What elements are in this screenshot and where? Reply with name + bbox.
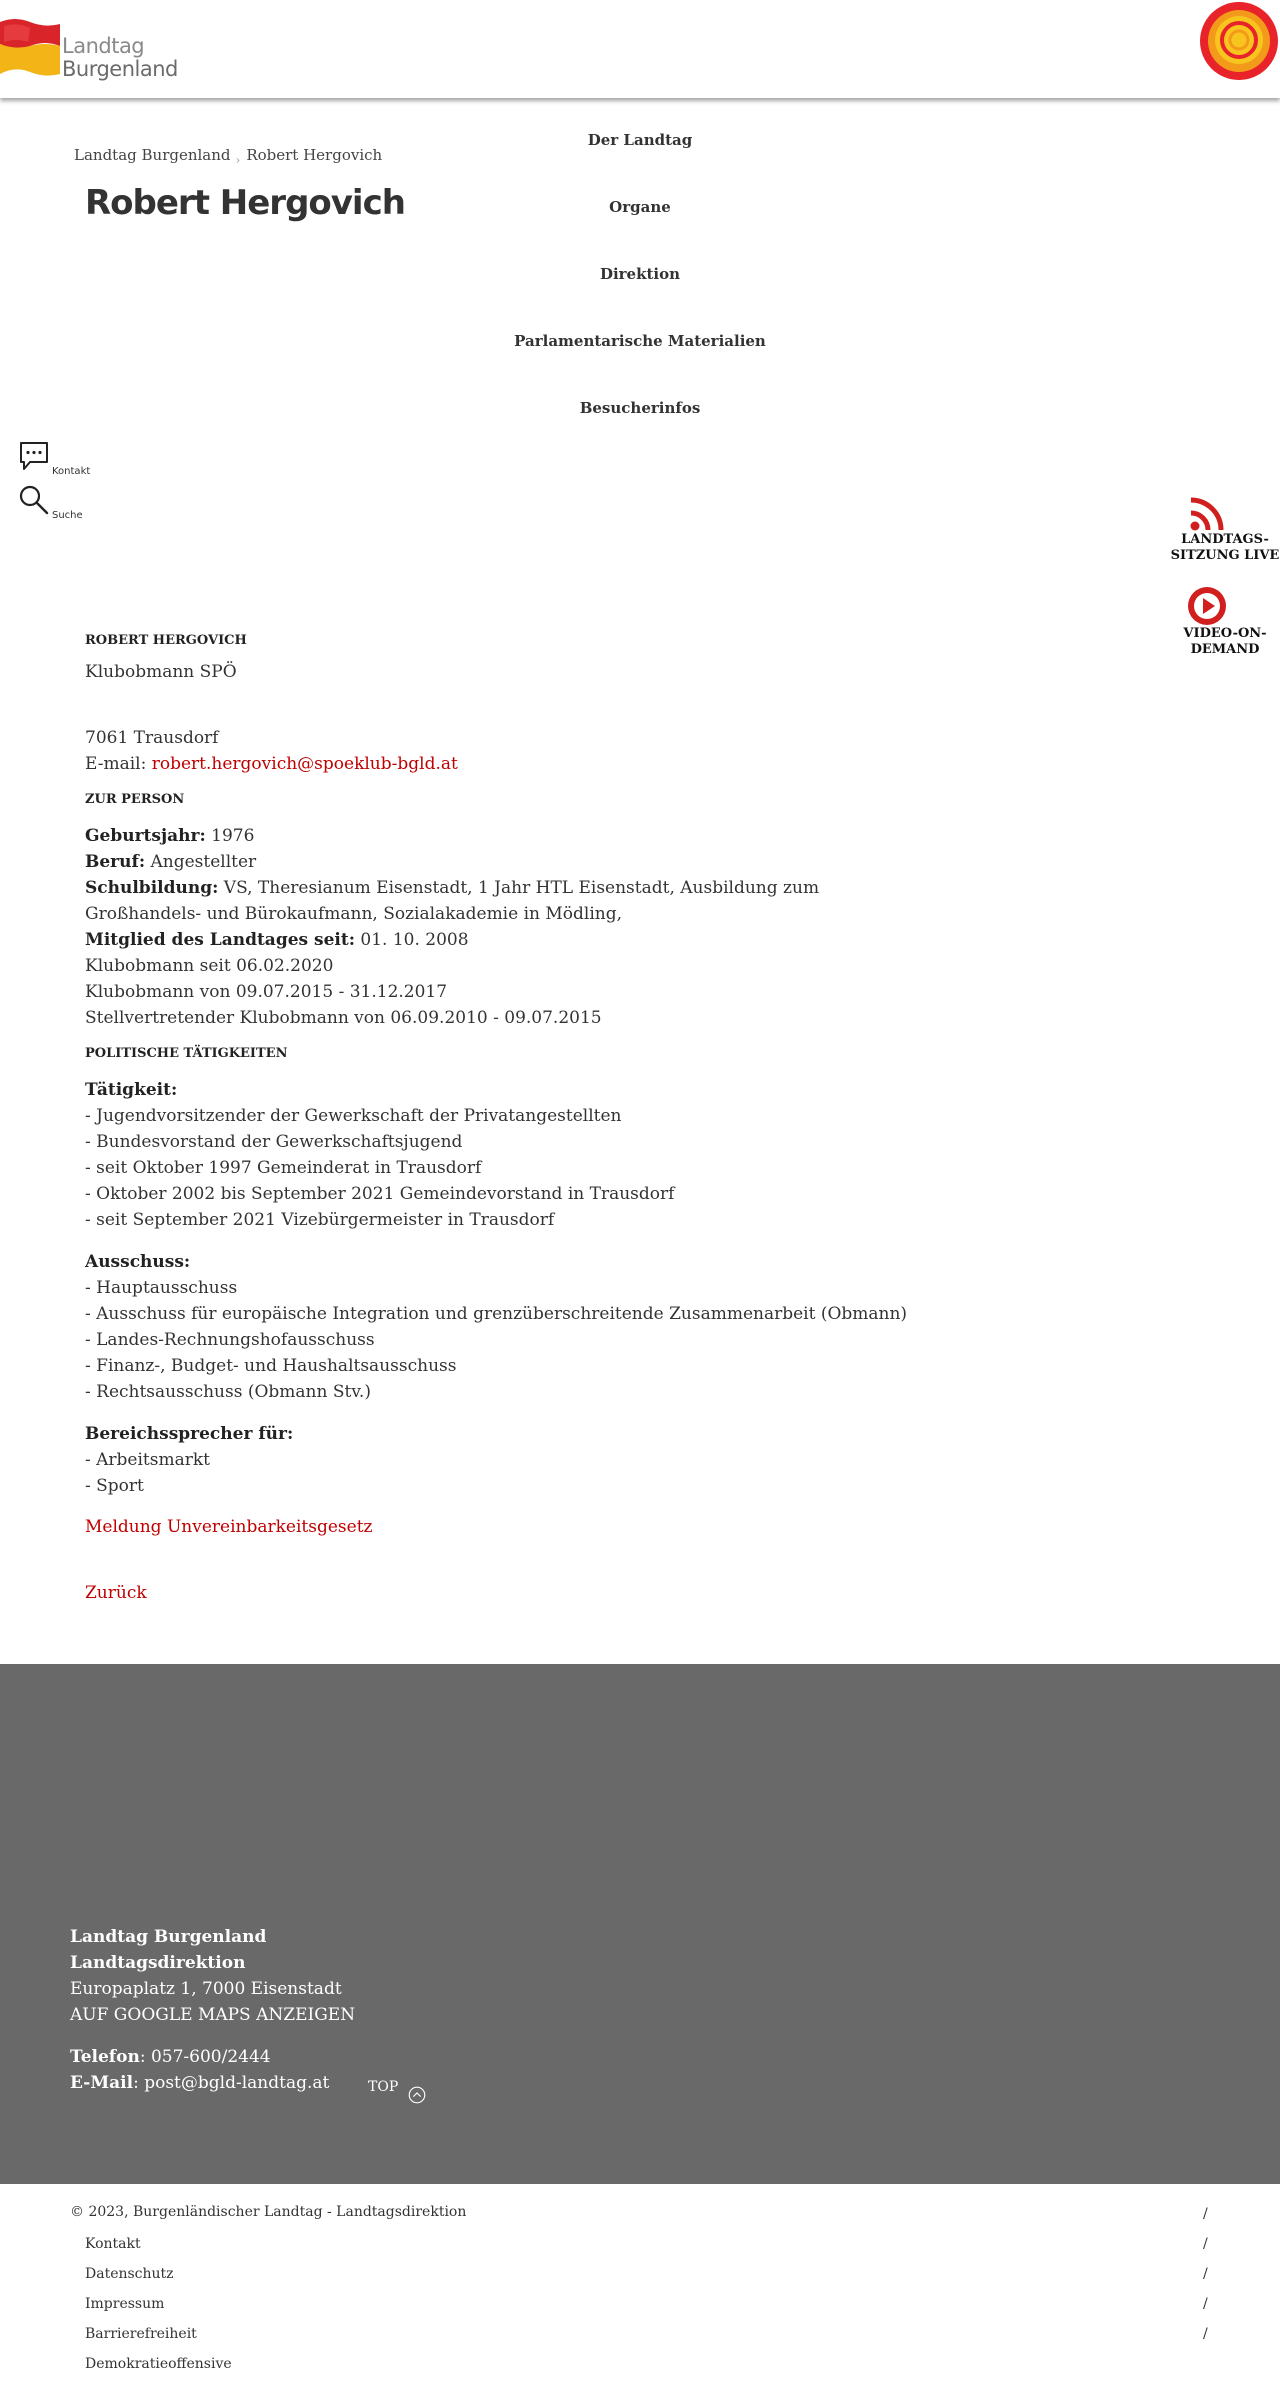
footer-org1: Landtag Burgenland bbox=[70, 1927, 267, 1947]
email-colon: : bbox=[133, 2073, 145, 2093]
person-heading: ZUR PERSON bbox=[85, 792, 185, 807]
spokes-label-text: Bereichssprecher für: bbox=[85, 1424, 294, 1444]
birth-label: Geburtsjahr: bbox=[85, 826, 206, 846]
activity-item: - seit Oktober 1997 Gemeinderat in Trausdorf bbox=[85, 1158, 482, 1178]
school-label: Schulbildung: bbox=[85, 878, 219, 898]
bottom-link-demokratieoffensive[interactable]: Demokratieoffensive bbox=[85, 2356, 232, 2372]
history-item: Klubobmann von 09.07.2015 - 31.12.2017 bbox=[85, 982, 448, 1002]
job-label: Beruf: bbox=[85, 852, 146, 872]
search-label: Suche bbox=[52, 510, 83, 521]
activity-item: - Jugendvorsitzender der Gewerkschaft der Privatangestellten bbox=[85, 1106, 622, 1126]
activity-item: - Oktober 2002 bis September 2021 Gemeindevorstand in Trausdorf bbox=[85, 1184, 675, 1204]
footer-email-link[interactable]: post@bgld-landtag.at bbox=[144, 2073, 330, 2093]
chevron-up-icon[interactable] bbox=[408, 2086, 426, 2104]
spokes-item: - Sport bbox=[85, 1476, 144, 1496]
activity-label bbox=[85, 1077, 1085, 1103]
page-title: Robert Hergovich bbox=[85, 183, 405, 223]
vod-label-1: VIDEO-ON- bbox=[1183, 626, 1267, 641]
vod-label-2: DEMAND bbox=[1190, 642, 1260, 657]
member-label: Mitglied des Landtages seit: bbox=[85, 930, 355, 950]
live-label-2: SITZUNG LIVE bbox=[1170, 548, 1280, 563]
contact-label: Kontakt bbox=[52, 466, 91, 477]
video-on-demand-button[interactable] bbox=[1170, 586, 1280, 658]
breadcrumb bbox=[74, 146, 383, 167]
play-icon bbox=[1187, 586, 1227, 626]
back-link[interactable]: Zurück bbox=[85, 1583, 147, 1603]
nav-item-direktion[interactable]: Direktion bbox=[599, 265, 681, 283]
separator: / bbox=[1203, 2206, 1208, 2222]
chevron-right-icon: › bbox=[235, 153, 241, 167]
school-value: VS, Theresianum Eisenstadt, 1 Jahr HTL Eisenstadt, Ausbildung zum bbox=[218, 878, 820, 898]
nav-item-organe[interactable]: Organe bbox=[609, 198, 671, 216]
separator: / bbox=[1203, 2296, 1208, 2312]
rss-icon bbox=[1187, 494, 1227, 534]
logo-line1: Landtag bbox=[62, 34, 145, 58]
site-footer bbox=[0, 1664, 1280, 2184]
spokes-item: - Arbeitsmarkt bbox=[85, 1450, 211, 1470]
separator: / bbox=[1203, 2326, 1208, 2342]
activity-item: - Bundesvorstand der Gewerkschaftsjugend bbox=[85, 1132, 463, 1152]
footer-contact bbox=[70, 1924, 355, 2096]
profile-address: 7061 Trausdorf bbox=[85, 728, 219, 748]
phone-colon: : bbox=[139, 2047, 151, 2067]
breadcrumb-home[interactable]: Landtag Burgenland bbox=[74, 146, 231, 164]
nav-item-der-landtag[interactable]: Der Landtag bbox=[587, 131, 693, 149]
email-label: E-mail: bbox=[85, 754, 152, 774]
political-heading: POLITISCHE TÄTIGKEITEN bbox=[85, 1046, 288, 1061]
live-label-1: LANDTAGS- bbox=[1181, 532, 1269, 547]
main-nav bbox=[440, 118, 840, 453]
bottom-links bbox=[85, 2234, 232, 2384]
emblem-icon bbox=[1198, 0, 1280, 82]
history-item: Klubobmann seit 06.02.2020 bbox=[85, 956, 334, 976]
link-separators bbox=[1203, 2204, 1208, 2354]
education bbox=[85, 875, 1085, 901]
live-session-button[interactable] bbox=[1170, 494, 1280, 564]
committee-item: - Landes-Rechnungshofausschuss bbox=[85, 1330, 375, 1350]
nav-item-besucherinfos[interactable]: Besucherinfos bbox=[579, 399, 701, 417]
profile-content bbox=[85, 628, 1085, 1606]
site-header bbox=[0, 0, 1280, 98]
site-logo[interactable] bbox=[0, 14, 190, 84]
contact-button[interactable] bbox=[18, 440, 91, 477]
back-to-top-button[interactable] bbox=[368, 2074, 398, 2100]
job-value: Angestellter bbox=[145, 852, 257, 872]
chat-bubble-icon bbox=[18, 440, 50, 472]
committee-item: - Hauptausschuss bbox=[85, 1278, 238, 1298]
footer-address: Europaplatz 1, 7000 Eisenstadt bbox=[70, 1979, 342, 1999]
education-cont: Großhandels- und Bürokaufmann, Sozialakademie in Mödling, bbox=[85, 904, 623, 924]
member-since bbox=[85, 927, 1085, 953]
member-value: 01. 10. 2008 bbox=[355, 930, 469, 950]
top-label: TOP bbox=[368, 2079, 399, 2095]
search-button[interactable] bbox=[18, 484, 83, 521]
bottom-link-datenschutz[interactable]: Datenschutz bbox=[85, 2266, 174, 2282]
history-item: Stellvertretender Klubobmann von 06.09.2010 - 09.07.2015 bbox=[85, 1008, 602, 1028]
google-maps-link[interactable]: AUF GOOGLE MAPS ANZEIGEN bbox=[70, 2005, 356, 2025]
profile-name-heading: ROBERT HERGOVICH bbox=[85, 633, 247, 648]
activity-label-text: Tätigkeit: bbox=[85, 1080, 178, 1100]
committee-item: - Rechtsausschuss (Obmann Stv.) bbox=[85, 1382, 371, 1402]
phone-link[interactable]: 057-600/2444 bbox=[150, 2047, 271, 2067]
breadcrumb-current: Robert Hergovich bbox=[246, 146, 383, 164]
committee-item: - Ausschuss für europäische Integration und grenzüberschreitende Zusammenarbeit (Obmann) bbox=[85, 1304, 908, 1324]
spokes-label bbox=[85, 1421, 1085, 1447]
bottom-link-impressum[interactable]: Impressum bbox=[85, 2296, 165, 2312]
flag-icon bbox=[0, 16, 60, 78]
bottom-link-barrierefreiheit[interactable]: Barrierefreiheit bbox=[85, 2326, 197, 2342]
disclosure-link[interactable]: Meldung Unvereinbarkeitsgesetz bbox=[85, 1517, 373, 1537]
profile-email-line bbox=[85, 751, 1085, 777]
bottom-bar bbox=[0, 2184, 1280, 2395]
separator: / bbox=[1203, 2236, 1208, 2252]
bottom-link-kontakt[interactable]: Kontakt bbox=[85, 2236, 141, 2252]
separator: / bbox=[1203, 2266, 1208, 2282]
phone-label: Telefon bbox=[70, 2047, 140, 2067]
profile-role: Klubobmann SPÖ bbox=[85, 662, 237, 682]
copyright: © 2023, Burgenländischer Landtag - Landtagsdirektion bbox=[70, 2204, 467, 2220]
activity-item: - seit September 2021 Vizebürgermeister in Trausdorf bbox=[85, 1210, 555, 1230]
footer-org2: Landtagsdirektion bbox=[70, 1953, 246, 1973]
birth-value: 1976 bbox=[205, 826, 255, 846]
committee-item: - Finanz-, Budget- und Haushaltsausschuss bbox=[85, 1356, 457, 1376]
profile-email-link[interactable]: robert.hergovich@spoeklub-bgld.at bbox=[151, 754, 458, 774]
job bbox=[85, 849, 1085, 875]
committee-label-text: Ausschuss: bbox=[85, 1252, 191, 1272]
birth-year bbox=[85, 823, 1085, 849]
search-icon bbox=[18, 484, 50, 516]
logo-line2: Burgenland bbox=[62, 57, 178, 81]
committee-label bbox=[85, 1249, 1085, 1275]
nav-item-parlamentarische-materialien[interactable]: Parlamentarische Materialien bbox=[514, 332, 766, 350]
footer-email-label: E-Mail bbox=[70, 2073, 134, 2093]
